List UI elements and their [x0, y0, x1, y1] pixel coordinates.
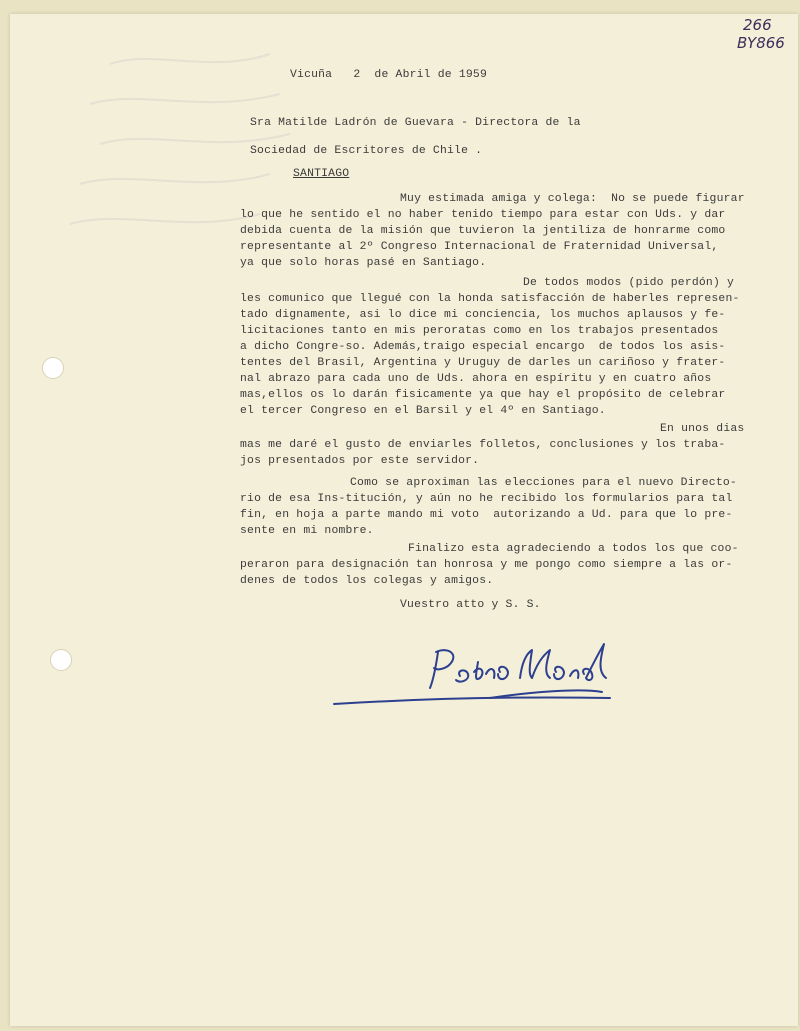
archive-code: BY866	[737, 34, 785, 52]
body-line: representante al 2º Congreso Internacional de Fraternidad Universal,	[240, 241, 719, 253]
punch-hole-bottom	[50, 649, 72, 671]
closing-line: Vuestro atto y S. S.	[400, 599, 541, 611]
recipient-line-2: Sociedad de Escritores de Chile .	[250, 145, 483, 157]
archive-number: 266	[743, 16, 772, 34]
body-line: Muy estimada amiga y colega: No se puede figurar	[400, 193, 745, 205]
body-line: Como se aproximan las elecciones para el nuevo Directo-	[350, 477, 737, 489]
body-line: nal abrazo para cada uno de Uds. ahora en espíritu y en cuatro años	[240, 373, 712, 385]
body-line: jos presentados por este servidor.	[240, 455, 480, 467]
body-line: De todos modos (pido perdón) y	[523, 277, 735, 289]
body-line: Finalizo esta agradeciendo a todos los que coo-	[408, 543, 739, 555]
body-line: lo que he sentido el no haber tenido tiempo para estar con Uds. y dar	[240, 209, 726, 221]
body-line: En unos dias	[660, 423, 745, 435]
body-line: denes de todos los colegas y amigos.	[240, 575, 494, 587]
body-line: rio de esa Ins-titución, y aún no he recibido los formularios para tal	[240, 493, 733, 505]
body-line: ya que solo horas pasé en Santiago.	[240, 257, 487, 269]
body-line: mas me daré el gusto de enviarles folletos, conclusiones y los traba-	[240, 439, 726, 451]
letter-page	[10, 14, 798, 1026]
body-line: fin, en hoja a parte mando mi voto autorizando a Ud. para que lo pre-	[240, 509, 733, 521]
body-line: licitaciones tanto en mis peroratas como en los trabajos presentados	[240, 325, 719, 337]
body-line: les comunico que llegué con la honda satisfacción de haberles represen-	[240, 293, 740, 305]
body-line: el tercer Congreso en el Barsil y el 4º en Santiago.	[240, 405, 606, 417]
punch-hole-top	[42, 357, 64, 379]
body-line: tado dignamente, asi lo dice mi conciencia, los muchos aplausos y fe-	[240, 309, 726, 321]
body-line: debida cuenta de la misión que tuvieron la jentiliza de honrarme como	[240, 225, 726, 237]
body-line: mas,ellos os lo darán fisicamente ya que hay el propósito de celebrar	[240, 389, 726, 401]
body-line: peraron para designación tan honrosa y me pongo como siempre a las or-	[240, 559, 733, 571]
handwritten-signature	[310, 626, 630, 716]
recipient-city: SANTIAGO	[293, 168, 350, 180]
body-line: sente en mi nombre.	[240, 525, 374, 537]
body-line: tentes del Brasil, Argentina y Uruguy de darles un cariñoso y frater-	[240, 357, 726, 369]
recipient-line-1: Sra Matilde Ladrón de Guevara - Directora de la	[250, 117, 581, 129]
date-line: Vicuña 2 de Abril de 1959	[290, 69, 487, 81]
body-line: a dicho Congre-so. Además,traigo especial encargo de todos los asis-	[240, 341, 726, 353]
